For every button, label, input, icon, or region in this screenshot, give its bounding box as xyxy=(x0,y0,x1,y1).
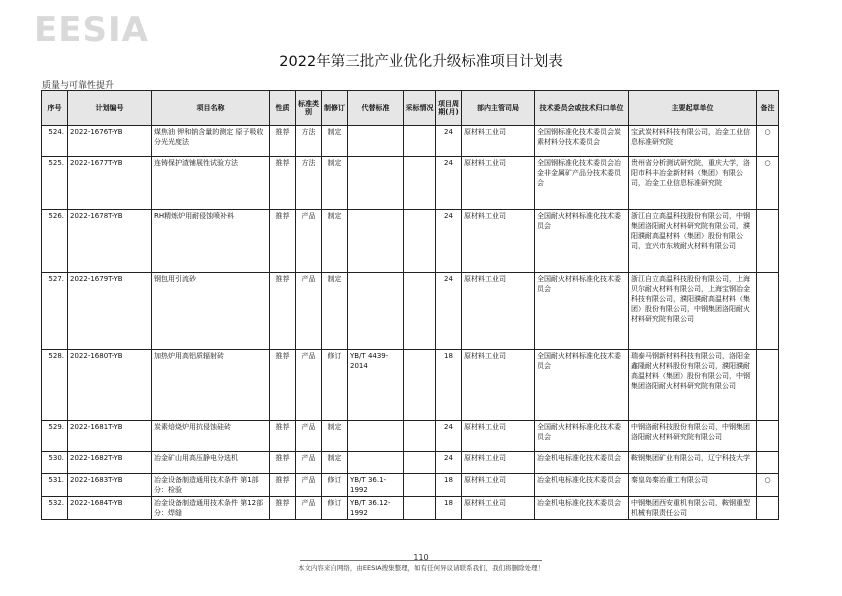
cell-technical-committee: 冶金机电标准化技术委员会 xyxy=(535,497,629,520)
cell-row-number: 530. xyxy=(42,452,68,474)
cell-replaced-standard: YB/T 36.1-1992 xyxy=(348,474,404,497)
cell-row-number: 524. xyxy=(42,126,68,157)
header-period: 项目周期(月) xyxy=(436,91,462,126)
cell-revision-type: 制定 xyxy=(322,273,348,350)
cell-technical-committee: 冶金机电标准化技术委员会 xyxy=(535,474,629,497)
table-row xyxy=(42,497,779,520)
cell-project-period: 24 xyxy=(436,210,462,273)
cell-drafting-units: 秦皇岛秦冶重工有限公司 xyxy=(629,474,757,497)
cell-revision-type: 制定 xyxy=(322,210,348,273)
table-row xyxy=(42,421,779,452)
cell-project-period: 24 xyxy=(436,452,462,474)
footer-note: 本文内容来自网络，由EESIA搜集整理，如有任何异议请联系我们，我们将删除处理！ xyxy=(297,564,545,572)
cell-adoption xyxy=(404,421,436,452)
cell-standard-type: 方法 xyxy=(296,157,322,210)
header-technical-committee: 技术委员会或技术归口单位 xyxy=(535,91,629,126)
cell-note: ○ xyxy=(757,157,779,210)
table-row xyxy=(42,273,779,350)
cell-plan-number: 2022-1679T-YB xyxy=(68,273,152,350)
table-row xyxy=(42,210,779,273)
header-drafting-units: 主要起草单位 xyxy=(629,91,757,126)
header-department: 部内主管司局 xyxy=(462,91,535,126)
cell-replaced-standard xyxy=(348,273,404,350)
cell-standard-type: 产品 xyxy=(296,350,322,421)
cell-note xyxy=(757,273,779,350)
cell-drafting-units: 宝武炭材料科技有限公司，冶金工业信息标准研究院 xyxy=(629,126,757,157)
cell-standard-type: 产品 xyxy=(296,273,322,350)
cell-department: 原材料工业司 xyxy=(462,126,535,157)
cell-drafting-units: 中钢集团西安重机有限公司，鞍钢重型机械有限责任公司 xyxy=(629,497,757,520)
cell-drafting-units: 浙江自立高温科技股份有限公司，上海贝尔耐火材料有限公司，上海宝钢冶金科技有限公司，濮阳濮耐高温材料（集团）股份有限公司，中钢集团洛阳耐火材料研究院有限公司 xyxy=(629,273,757,350)
cell-standard-type: 方法 xyxy=(296,126,322,157)
cell-note xyxy=(757,452,779,474)
cell-project-period: 18 xyxy=(436,474,462,497)
cell-department: 原材料工业司 xyxy=(462,273,535,350)
cell-nature: 推荐 xyxy=(270,421,296,452)
cell-note xyxy=(757,421,779,452)
cell-adoption xyxy=(404,210,436,273)
cell-adoption xyxy=(404,474,436,497)
cell-project-period: 24 xyxy=(436,157,462,210)
cell-revision-type: 修订 xyxy=(322,350,348,421)
cell-standard-type: 产品 xyxy=(296,210,322,273)
table-header-row xyxy=(42,91,779,126)
header-adoption: 采标情况 xyxy=(404,91,436,126)
page-title: 2022年第三批产业优化升级标准项目计划表 xyxy=(279,54,563,70)
cell-replaced-standard xyxy=(348,452,404,474)
cell-adoption xyxy=(404,273,436,350)
cell-nature: 推荐 xyxy=(270,126,296,157)
cell-note: ○ xyxy=(757,474,779,497)
cell-project-name: 冶金矿山用高压静电分选机 xyxy=(152,452,270,474)
cell-drafting-units: 浙江自立高温科技股份有限公司，中钢集团洛阳耐火材料研究院有限公司，濮阳濮耐高温材料（集团）股份有限公司，宜兴市东坡耐火材料有限公司 xyxy=(629,210,757,273)
cell-note xyxy=(757,497,779,520)
cell-plan-number: 2022-1677T-YB xyxy=(68,157,152,210)
cell-note xyxy=(757,210,779,273)
cell-project-period: 24 xyxy=(436,421,462,452)
cell-department: 原材料工业司 xyxy=(462,497,535,520)
eesia-logo: EESIA xyxy=(34,10,149,50)
cell-project-name: 炭素焙烧炉用抗侵蚀硅砖 xyxy=(152,421,270,452)
cell-nature: 推荐 xyxy=(270,497,296,520)
cell-technical-committee: 全国耐火材料标准化技术委员会 xyxy=(535,210,629,273)
cell-project-period: 18 xyxy=(436,497,462,520)
cell-plan-number: 2022-1676T-YB xyxy=(68,126,152,157)
cell-standard-type: 产品 xyxy=(296,497,322,520)
cell-nature: 推荐 xyxy=(270,474,296,497)
cell-revision-type: 修订 xyxy=(322,474,348,497)
cell-note: ○ xyxy=(757,126,779,157)
standards-plan-table xyxy=(41,90,779,520)
page-number: 110 xyxy=(413,553,429,562)
cell-replaced-standard xyxy=(348,157,404,210)
header-project-name: 项目名称 xyxy=(152,91,270,126)
cell-department: 原材料工业司 xyxy=(462,452,535,474)
cell-nature: 推荐 xyxy=(270,273,296,350)
cell-plan-number: 2022-1678T-YB xyxy=(68,210,152,273)
cell-department: 原材料工业司 xyxy=(462,210,535,273)
cell-nature: 推荐 xyxy=(270,210,296,273)
cell-drafting-units: 中钢洛耐科技股份有限公司，中钢集团洛阳耐火材料研究院有限公司 xyxy=(629,421,757,452)
table-row xyxy=(42,474,779,497)
cell-replaced-standard xyxy=(348,210,404,273)
cell-technical-committee: 全国钢标准化技术委员会冶金非金属矿产品分技术委员会 xyxy=(535,157,629,210)
cell-technical-committee: 全国耐火材料标准化技术委员会 xyxy=(535,273,629,350)
cell-adoption xyxy=(404,452,436,474)
cell-nature: 推荐 xyxy=(270,350,296,421)
header-standard-type: 标准类别 xyxy=(296,91,322,126)
cell-project-period: 18 xyxy=(436,350,462,421)
cell-revision-type: 制定 xyxy=(322,157,348,210)
table-row xyxy=(42,452,779,474)
header-note: 备注 xyxy=(757,91,779,126)
cell-replaced-standard xyxy=(348,421,404,452)
cell-nature: 推荐 xyxy=(270,452,296,474)
cell-standard-type: 产品 xyxy=(296,452,322,474)
cell-replaced-standard: YB/T 36.12-1992 xyxy=(348,497,404,520)
cell-plan-number: 2022-1682T-YB xyxy=(68,452,152,474)
cell-plan-number: 2022-1684T-YB xyxy=(68,497,152,520)
cell-project-name: 加热炉用高铝质辐射砖 xyxy=(152,350,270,421)
cell-revision-type: 修订 xyxy=(322,497,348,520)
cell-nature: 推荐 xyxy=(270,157,296,210)
cell-department: 原材料工业司 xyxy=(462,474,535,497)
header-revision: 制修订 xyxy=(322,91,348,126)
cell-technical-committee: 全国钢标准化技术委员会炭素材料分技术委员会 xyxy=(535,126,629,157)
table-row xyxy=(42,126,779,157)
cell-adoption xyxy=(404,126,436,157)
cell-row-number: 531. xyxy=(42,474,68,497)
cell-revision-type: 制定 xyxy=(322,126,348,157)
cell-replaced-standard xyxy=(348,126,404,157)
cell-department: 原材料工业司 xyxy=(462,157,535,210)
cell-row-number: 529. xyxy=(42,421,68,452)
cell-adoption xyxy=(404,157,436,210)
cell-row-number: 532. xyxy=(42,497,68,520)
cell-project-name: 连铸保护渣铺展性试验方法 xyxy=(152,157,270,210)
cell-project-name: RH精炼炉用耐侵蚀喷补料 xyxy=(152,210,270,273)
cell-row-number: 527. xyxy=(42,273,68,350)
cell-revision-type: 制定 xyxy=(322,421,348,452)
cell-technical-committee: 全国耐火材料标准化技术委员会 xyxy=(535,350,629,421)
header-replaced-standard: 代替标准 xyxy=(348,91,404,126)
header-nature: 性质 xyxy=(270,91,296,126)
cell-drafting-units: 鞍钢集团矿业有限公司，辽宁科技大学 xyxy=(629,452,757,474)
cell-technical-committee: 全国耐火材料标准化技术委员会 xyxy=(535,421,629,452)
cell-revision-type: 制定 xyxy=(322,452,348,474)
cell-drafting-units: 瑞泰马钢新材料科技有限公司，洛阳金鑫隆耐火材料股份有限公司，濮阳濮耐高温材料（集团）股份有限公司，中钢集团洛阳耐火材料研究院有限公司 xyxy=(629,350,757,421)
cell-plan-number: 2022-1681T-YB xyxy=(68,421,152,452)
cell-project-name: 冶金设备制造通用技术条件 第12部分：焊缝 xyxy=(152,497,270,520)
cell-plan-number: 2022-1680T-YB xyxy=(68,350,152,421)
cell-standard-type: 产品 xyxy=(296,474,322,497)
cell-project-name: 煤焦油 钾和钠含量的测定 原子吸收分光光度法 xyxy=(152,126,270,157)
header-no: 序号 xyxy=(42,91,68,126)
cell-technical-committee: 冶金机电标准化技术委员会 xyxy=(535,452,629,474)
cell-row-number: 528. xyxy=(42,350,68,421)
cell-row-number: 526. xyxy=(42,210,68,273)
header-plan-number: 计划编号 xyxy=(68,91,152,126)
section-heading: 质量与可靠性提升 xyxy=(42,81,115,91)
cell-adoption xyxy=(404,497,436,520)
cell-drafting-units: 贵州省分析测试研究院，重庆大学，洛阳市科丰冶金新材料（集团）有限公司，冶金工业信息标准研究院 xyxy=(629,157,757,210)
cell-project-name: 冶金设备制造通用技术条件 第1部分：检验 xyxy=(152,474,270,497)
table-row xyxy=(42,350,779,421)
cell-adoption xyxy=(404,350,436,421)
cell-department: 原材料工业司 xyxy=(462,421,535,452)
cell-project-name: 钢包用引流砂 xyxy=(152,273,270,350)
cell-project-period: 24 xyxy=(436,126,462,157)
cell-replaced-standard: YB/T 4439-2014 xyxy=(348,350,404,421)
table-row xyxy=(42,157,779,210)
cell-plan-number: 2022-1683T-YB xyxy=(68,474,152,497)
cell-note xyxy=(757,350,779,421)
cell-row-number: 525. xyxy=(42,157,68,210)
cell-standard-type: 产品 xyxy=(296,421,322,452)
cell-project-period: 24 xyxy=(436,273,462,350)
cell-department: 原材料工业司 xyxy=(462,350,535,421)
